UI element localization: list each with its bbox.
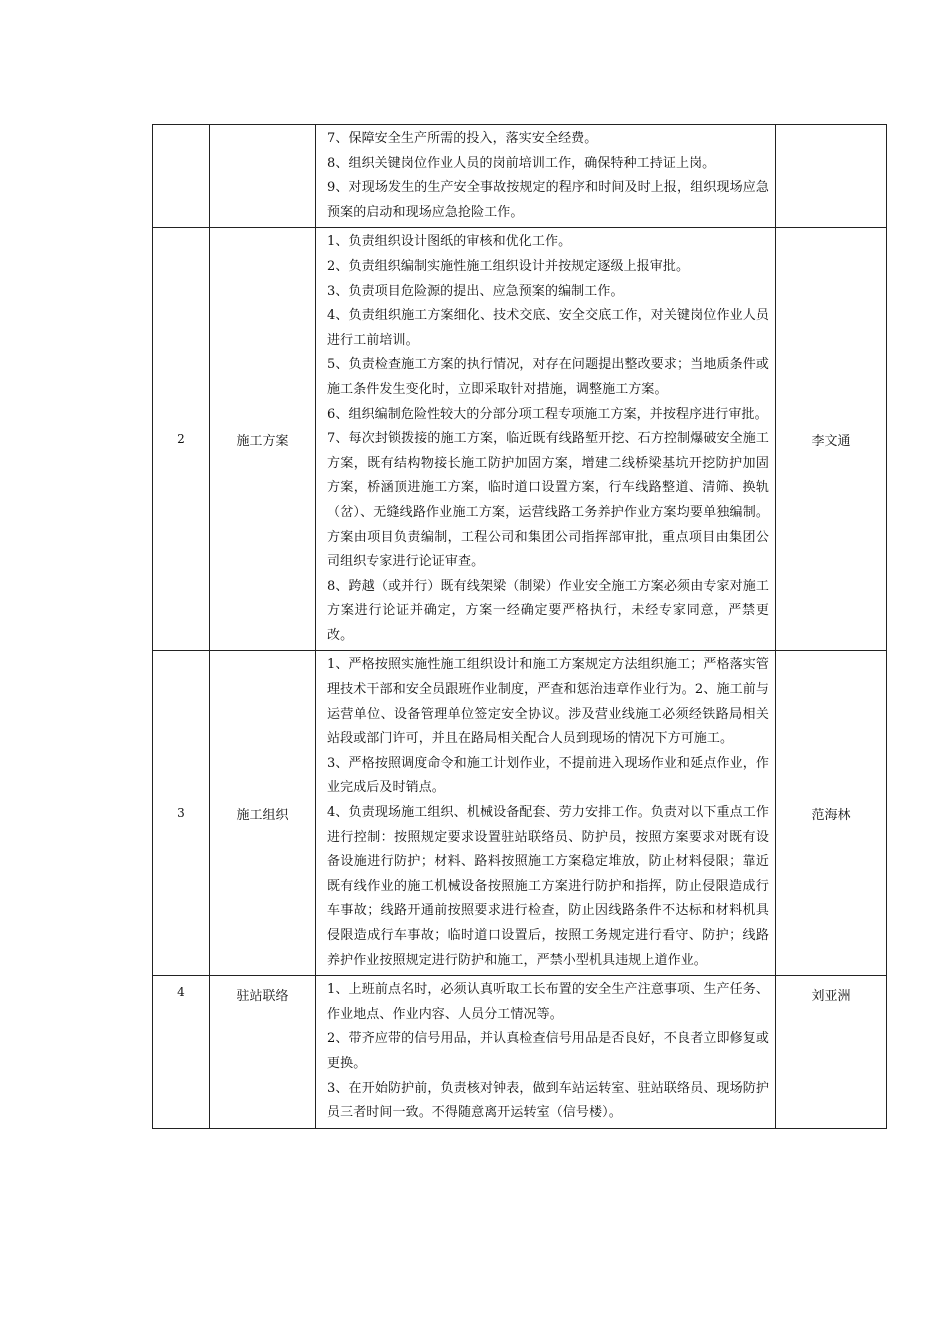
content-paragraph: 3、严格按照调度命令和施工计划作业，不提前进入现场作业和延点作业，作业完成后及时销点。 bbox=[327, 755, 769, 796]
row-content bbox=[316, 228, 776, 651]
row-item: 施工组织 bbox=[210, 651, 316, 976]
content-paragraph: 7、保障安全生产所需的投入，落实安全经费。 bbox=[327, 131, 598, 146]
content-paragraph: 2、负责组织编制实施性施工组织设计并按规定逐级上报审批。 bbox=[327, 258, 690, 274]
row-item: 施工方案 bbox=[210, 228, 316, 651]
row-number bbox=[153, 125, 210, 228]
table-row bbox=[153, 125, 887, 228]
row-item bbox=[210, 125, 316, 228]
row-number: 2 bbox=[153, 228, 210, 651]
table-row bbox=[153, 228, 887, 651]
table-row bbox=[153, 976, 887, 1129]
row-content bbox=[316, 651, 776, 976]
row-number: 3 bbox=[153, 651, 210, 976]
content-paragraph: 9、对现场发生的生产安全事故按规定的程序和时间及时上报，组织现场应急预案的启动和现场应急抢险工作。 bbox=[327, 180, 769, 220]
row-item: 驻站联络 bbox=[210, 976, 316, 1129]
responsibility-table bbox=[152, 124, 887, 1129]
responsible-person bbox=[776, 125, 887, 228]
content-paragraph: 4、负责组织施工方案细化、技术交底、安全交底工作，对关键岗位作业人员进行工前培训。 bbox=[327, 308, 769, 348]
content-paragraph: 3、负责项目危险源的提出、应急预案的编制工作。 bbox=[327, 283, 624, 299]
responsible-person: 范海林 bbox=[776, 651, 887, 976]
content-paragraph: 1、负责组织设计图纸的审核和优化工作。 bbox=[327, 234, 572, 250]
content-paragraph: 5、负责检查施工方案的执行情况，对存在问题提出整改要求；当地质条件或施工条件发生变化时，立即采取针对措施，调整施工方案。 bbox=[327, 357, 769, 397]
content-paragraph: 2、带齐应带的信号用品，并认真检查信号用品是否良好，不良者立即修复或更换。 bbox=[327, 1031, 769, 1071]
table-row bbox=[153, 651, 887, 976]
content-paragraph: 4、负责现场施工组织、机械设备配套、劳力安排工作。负责对以下重点工作进行控制：按照规定要求设置驻站联络员、防护员，按照方案要求对既有设备设施进行防护；材料、路料按照施工方案稳定堆放，防止材料侵限；靠近既有线作业的施工机械设备按照施工方案进行防护和指挥，防止侵限造成行车事故；线路开通前按照要求进行检查，防止因线路条件不达标和材料机具侵限造成行车事故；临时道口设置后，按照工务规定进行看守、防护；线路养护作业按照规定进行防护和施工，严禁小型机具违规上道作业。 bbox=[327, 805, 769, 968]
content-paragraph: 1、上班前点名时，必须认真听取工长布置的安全生产注意事项、生产任务、作业地点、作业内容、人员分工情况等。 bbox=[327, 982, 769, 1022]
content-paragraph: 3、在开始防护前，负责核对钟表，做到车站运转室、驻站联络员、现场防护员三者时间一致。不得随意离开运转室（信号楼）。 bbox=[327, 1080, 769, 1121]
content-paragraph: 8、跨越（或并行）既有线架梁（制梁）作业安全施工方案必须由专家对施工方案进行论证并确定，方案一经确定要严格执行，未经专家同意，严禁更改。 bbox=[327, 578, 769, 643]
content-paragraph: 7、每次封锁拨接的施工方案，临近既有线路堑开挖、石方控制爆破安全施工方案，既有结构物接长施工防护加固方案，增建二线桥梁基坑开挖防护加固方案，桥涵顶进施工方案，临时道口设置方案，行车线路整道、清筛、换轨（岔）、无缝线路作业施工方案，运营线路工务养护作业方案均要单独编制。方案由项目负责编制，工程公司和集团公司指挥部审批，重点项目由集团公司组织专家进行论证审查。 bbox=[327, 431, 769, 570]
row-content bbox=[316, 976, 776, 1129]
row-number: 4 bbox=[153, 976, 210, 1129]
content-paragraph: 6、组织编制危险性较大的分部分项工程专项施工方案，并按程序进行审批。 bbox=[327, 406, 768, 422]
content-paragraph: 1、严格按照实施性施工组织设计和施工方案规定方法组织施工；严格落实管理技术干部和安全员跟班作业制度，严查和惩治违章作业行为。2、施工前与运营单位、设备管理单位签定安全协议。涉及营业线施工必须经铁路局相关站段或部门许可，并且在路局相关配合人员到现场的情况下方可施工。 bbox=[327, 657, 769, 747]
responsible-person: 刘亚洲 bbox=[776, 976, 887, 1129]
responsible-person: 李文通 bbox=[776, 228, 887, 651]
row-content bbox=[316, 125, 776, 228]
content-paragraph: 8、组织关键岗位作业人员的岗前培训工作，确保特种工持证上岗。 bbox=[327, 155, 716, 171]
